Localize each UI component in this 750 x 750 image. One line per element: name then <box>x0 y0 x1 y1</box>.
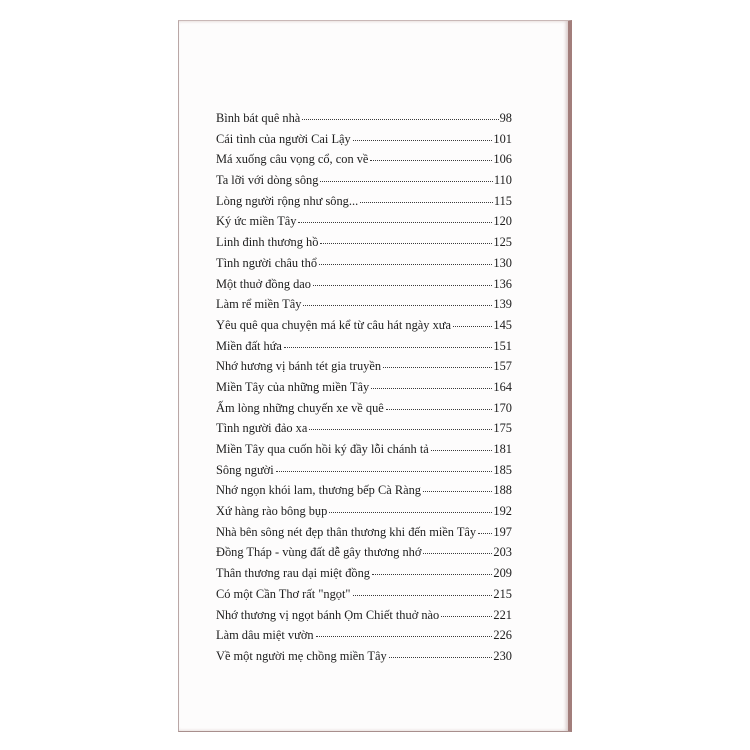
toc-entry-title: Ta lỡi với dòng sông <box>216 173 319 188</box>
toc-entry-page-number: 125 <box>493 235 512 250</box>
toc-entry <box>216 401 512 422</box>
dot-leader <box>370 160 492 161</box>
toc-entry-page-number: 110 <box>493 173 512 188</box>
toc-entry-page-number: 120 <box>493 214 512 229</box>
toc-entry-title: Má xuống câu vọng cổ, con về <box>216 152 369 167</box>
toc-entry <box>216 566 512 587</box>
toc-entry-page-number: 157 <box>493 359 512 374</box>
toc-entry-title: Nhớ ngọn khói lam, thương bếp Cà Ràng <box>216 483 421 498</box>
toc-entry-page-number: 170 <box>493 400 512 415</box>
toc-entry <box>216 545 512 566</box>
toc-entry-page-number: 101 <box>493 131 512 146</box>
dot-leader <box>316 636 493 637</box>
toc-entry <box>216 235 512 256</box>
toc-entry-title: Về một người mẹ chồng miền Tây <box>216 648 387 663</box>
toc-entry-title: Miền đất hứa <box>216 338 282 353</box>
toc-entry <box>216 628 512 649</box>
toc-entry-page-number: 230 <box>493 648 512 663</box>
toc-entry-page-number: 203 <box>493 545 512 560</box>
dot-leader <box>298 222 492 223</box>
dot-leader <box>320 243 492 244</box>
toc-entry-title: Nhớ hương vị bánh tét gia truyền <box>216 359 382 374</box>
toc-entry-page-number: 151 <box>493 338 512 353</box>
toc-entry <box>216 483 512 504</box>
toc-entry <box>216 277 512 298</box>
toc-entry <box>216 504 512 525</box>
toc-entry <box>216 318 512 339</box>
toc-entry-page-number: 192 <box>493 504 512 519</box>
toc-entry-title: Linh đinh thương hồ <box>216 235 319 250</box>
toc-entry-title: Thân thương rau dại miệt đồng <box>216 566 371 581</box>
toc-entry-page-number: 175 <box>493 421 512 436</box>
toc-entry <box>216 608 512 629</box>
toc-entry-page-number: 221 <box>493 607 512 622</box>
toc-entry-title: Ấm lòng những chuyến xe về quê <box>216 400 384 415</box>
toc-entry-page-number: 139 <box>493 297 512 312</box>
dot-leader <box>313 285 492 286</box>
dot-leader <box>276 471 493 472</box>
dot-leader <box>353 140 493 141</box>
toc-entry-page-number: 197 <box>493 524 512 539</box>
toc-entry-title: Sông người <box>216 462 274 477</box>
dot-leader <box>423 491 492 492</box>
dot-leader <box>423 553 492 554</box>
toc-entry <box>216 442 512 463</box>
toc-entry-page-number: 115 <box>493 193 512 208</box>
toc-entry-page-number: 226 <box>493 628 512 643</box>
table-of-contents <box>216 111 512 670</box>
toc-entry-page-number: 106 <box>493 152 512 167</box>
dot-leader <box>383 367 492 368</box>
toc-entry <box>216 111 512 132</box>
toc-entry <box>216 214 512 235</box>
toc-entry-title: Nhà bên sông nét đẹp thân thương khi đến miền Tây <box>216 524 477 539</box>
dot-leader <box>372 574 492 575</box>
toc-entry-page-number: 181 <box>493 442 512 456</box>
toc-entry-title: Một thuở đồng dao <box>216 276 312 291</box>
dot-leader <box>303 305 492 306</box>
dot-leader <box>320 181 492 182</box>
toc-entry-title: Bình bát quê nhà <box>216 111 301 125</box>
dot-leader <box>284 347 493 348</box>
toc-entry-page-number: 98 <box>499 111 512 125</box>
toc-entry <box>216 421 512 442</box>
dot-leader <box>441 616 492 617</box>
toc-entry-title: Cái tình của người Cai Lậy <box>216 131 351 146</box>
toc-entry-title: Có một Cần Thơ rất "ngọt" <box>216 586 351 601</box>
toc-entry-title: Ký ức miền Tây <box>216 214 297 229</box>
toc-entry-page-number: 136 <box>493 276 512 291</box>
toc-entry <box>216 587 512 608</box>
dot-leader <box>389 657 493 658</box>
dot-leader <box>371 388 492 389</box>
toc-entry-page-number: 185 <box>493 462 512 477</box>
dot-leader <box>453 326 492 327</box>
toc-entry <box>216 256 512 277</box>
toc-entry-title: Đồng Tháp - vùng đất dễ gây thương nhớ <box>216 545 422 560</box>
toc-entry <box>216 525 512 546</box>
toc-entry-page-number: 188 <box>493 483 512 498</box>
toc-entry-page-number: 145 <box>493 317 512 332</box>
toc-entry-title: Nhớ thương vị ngọt bánh Ọm Chiết thuở nào <box>216 607 440 622</box>
toc-entry-title: Tình người châu thổ <box>216 255 318 270</box>
dot-leader <box>309 429 492 430</box>
toc-entry-title: Tình người đảo xa <box>216 421 308 436</box>
toc-entry-title: Xứ hàng rào bông bụp <box>216 504 328 519</box>
toc-entry <box>216 380 512 401</box>
toc-entry <box>216 339 512 360</box>
dot-leader <box>360 202 493 203</box>
dot-leader <box>329 512 492 513</box>
dot-leader <box>353 595 493 596</box>
toc-entry <box>216 173 512 194</box>
toc-entry <box>216 194 512 215</box>
toc-entry-title: Miền Tây qua cuốn hồi ký đầy lỗi chánh tả <box>216 442 429 456</box>
toc-entry-title: Yêu quê qua chuyện má kể từ câu hát ngày xưa <box>216 317 451 332</box>
toc-entry <box>216 132 512 153</box>
dot-leader <box>319 264 492 265</box>
toc-entry-title: Làm dâu miệt vườn <box>216 628 314 643</box>
toc-entry <box>216 359 512 380</box>
toc-entry <box>216 152 512 173</box>
toc-entry-title: Lòng người rộng như sông... <box>216 193 359 208</box>
toc-entry <box>216 297 512 318</box>
toc-entry-page-number: 164 <box>493 379 512 394</box>
dot-leader <box>386 409 493 410</box>
toc-entry <box>216 649 512 670</box>
toc-entry-title: Làm rể miền Tây <box>216 297 302 312</box>
toc-entry <box>216 463 512 484</box>
dot-leader <box>431 450 493 451</box>
toc-entry-page-number: 215 <box>493 586 512 601</box>
dot-leader <box>302 119 498 120</box>
toc-entry-page-number: 130 <box>493 255 512 270</box>
dot-leader <box>478 533 492 534</box>
toc-entry-title: Miền Tây của những miền Tây <box>216 379 370 394</box>
toc-entry-page-number: 209 <box>493 566 512 581</box>
